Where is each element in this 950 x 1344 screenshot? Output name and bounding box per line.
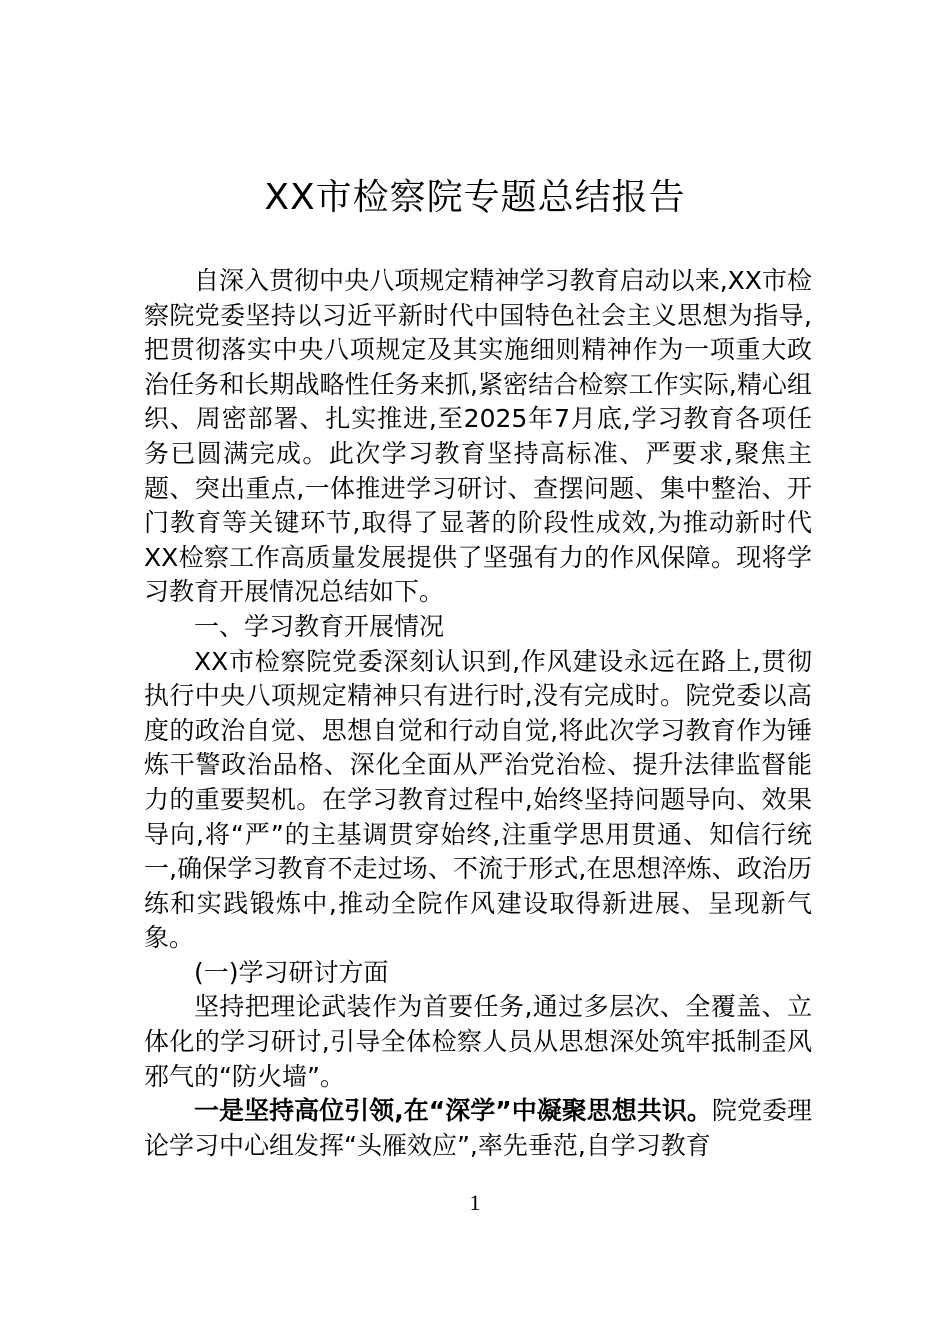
page-number: 1 xyxy=(469,1190,481,1215)
document-body xyxy=(144,264,812,1163)
intro-paragraph: 自深入贯彻中央八项规定精神学习教育启动以来,XX市检察院党委坚持以习近平新时代中国特色社会主义思想为指导,把贯彻落实中央八项规定及其实施细则精神作为一项重大政治任务和长期战略性任务来抓,紧密结合检察工作实际,精心组织、周密部署、扎实推进,至2025年7月底,学习教育各项任务已圆满完成。此次学习教育坚持高标准、严要求,聚焦主题、突出重点,一体推进学习研讨、查摆问题、集中整治、开门教育等关键环节,取得了显著的阶段性成效,为推动新时代XX检察工作高质量发展提供了坚强有力的作风保障。现将学习教育开展情况总结如下。 xyxy=(144,266,812,607)
subsection-heading: (一)学习研讨方面 xyxy=(194,957,389,987)
subsection-paragraph: 坚持把理论武装作为首要任务,通过多层次、全覆盖、立体化的学习研讨,引导全体检察人员从思想深处筑牢抵制歪风邪气的“防火墙”。 xyxy=(144,992,812,1091)
point-lead: 一是坚持高位引领,在“深学”中凝聚思想共识。 xyxy=(194,1096,712,1126)
document-title: XX市检察院专题总结报告 xyxy=(264,177,686,218)
point-text: 院党委理论学习中心组发挥“头雁效应”,率先垂范,自学习教育 xyxy=(144,1096,812,1160)
section-heading: 一、学习教育开展情况 xyxy=(194,611,445,641)
section-paragraph: XX市检察院党委深刻认识到,作风建设永远在路上,贯彻执行中央八项规定精神只有进行时,没有完成时。院党委以高度的政治自觉、思想自觉和行动自觉,将此次学习教育作为锤炼干警政治品格、深化全面从严治党治检、提升法律监督能力的重要契机。在学习教育过程中,始终坚持问题导向、效果导向,将“严”的主基调贯穿始终,注重学思用贯通、知信行统一,确保学习教育不走过场、不流于形式,在思想淬炼、政治历练和实践锻炼中,推动全院作风建设取得新进展、呈现新气象。 xyxy=(144,646,812,953)
point-paragraph xyxy=(144,1094,812,1163)
